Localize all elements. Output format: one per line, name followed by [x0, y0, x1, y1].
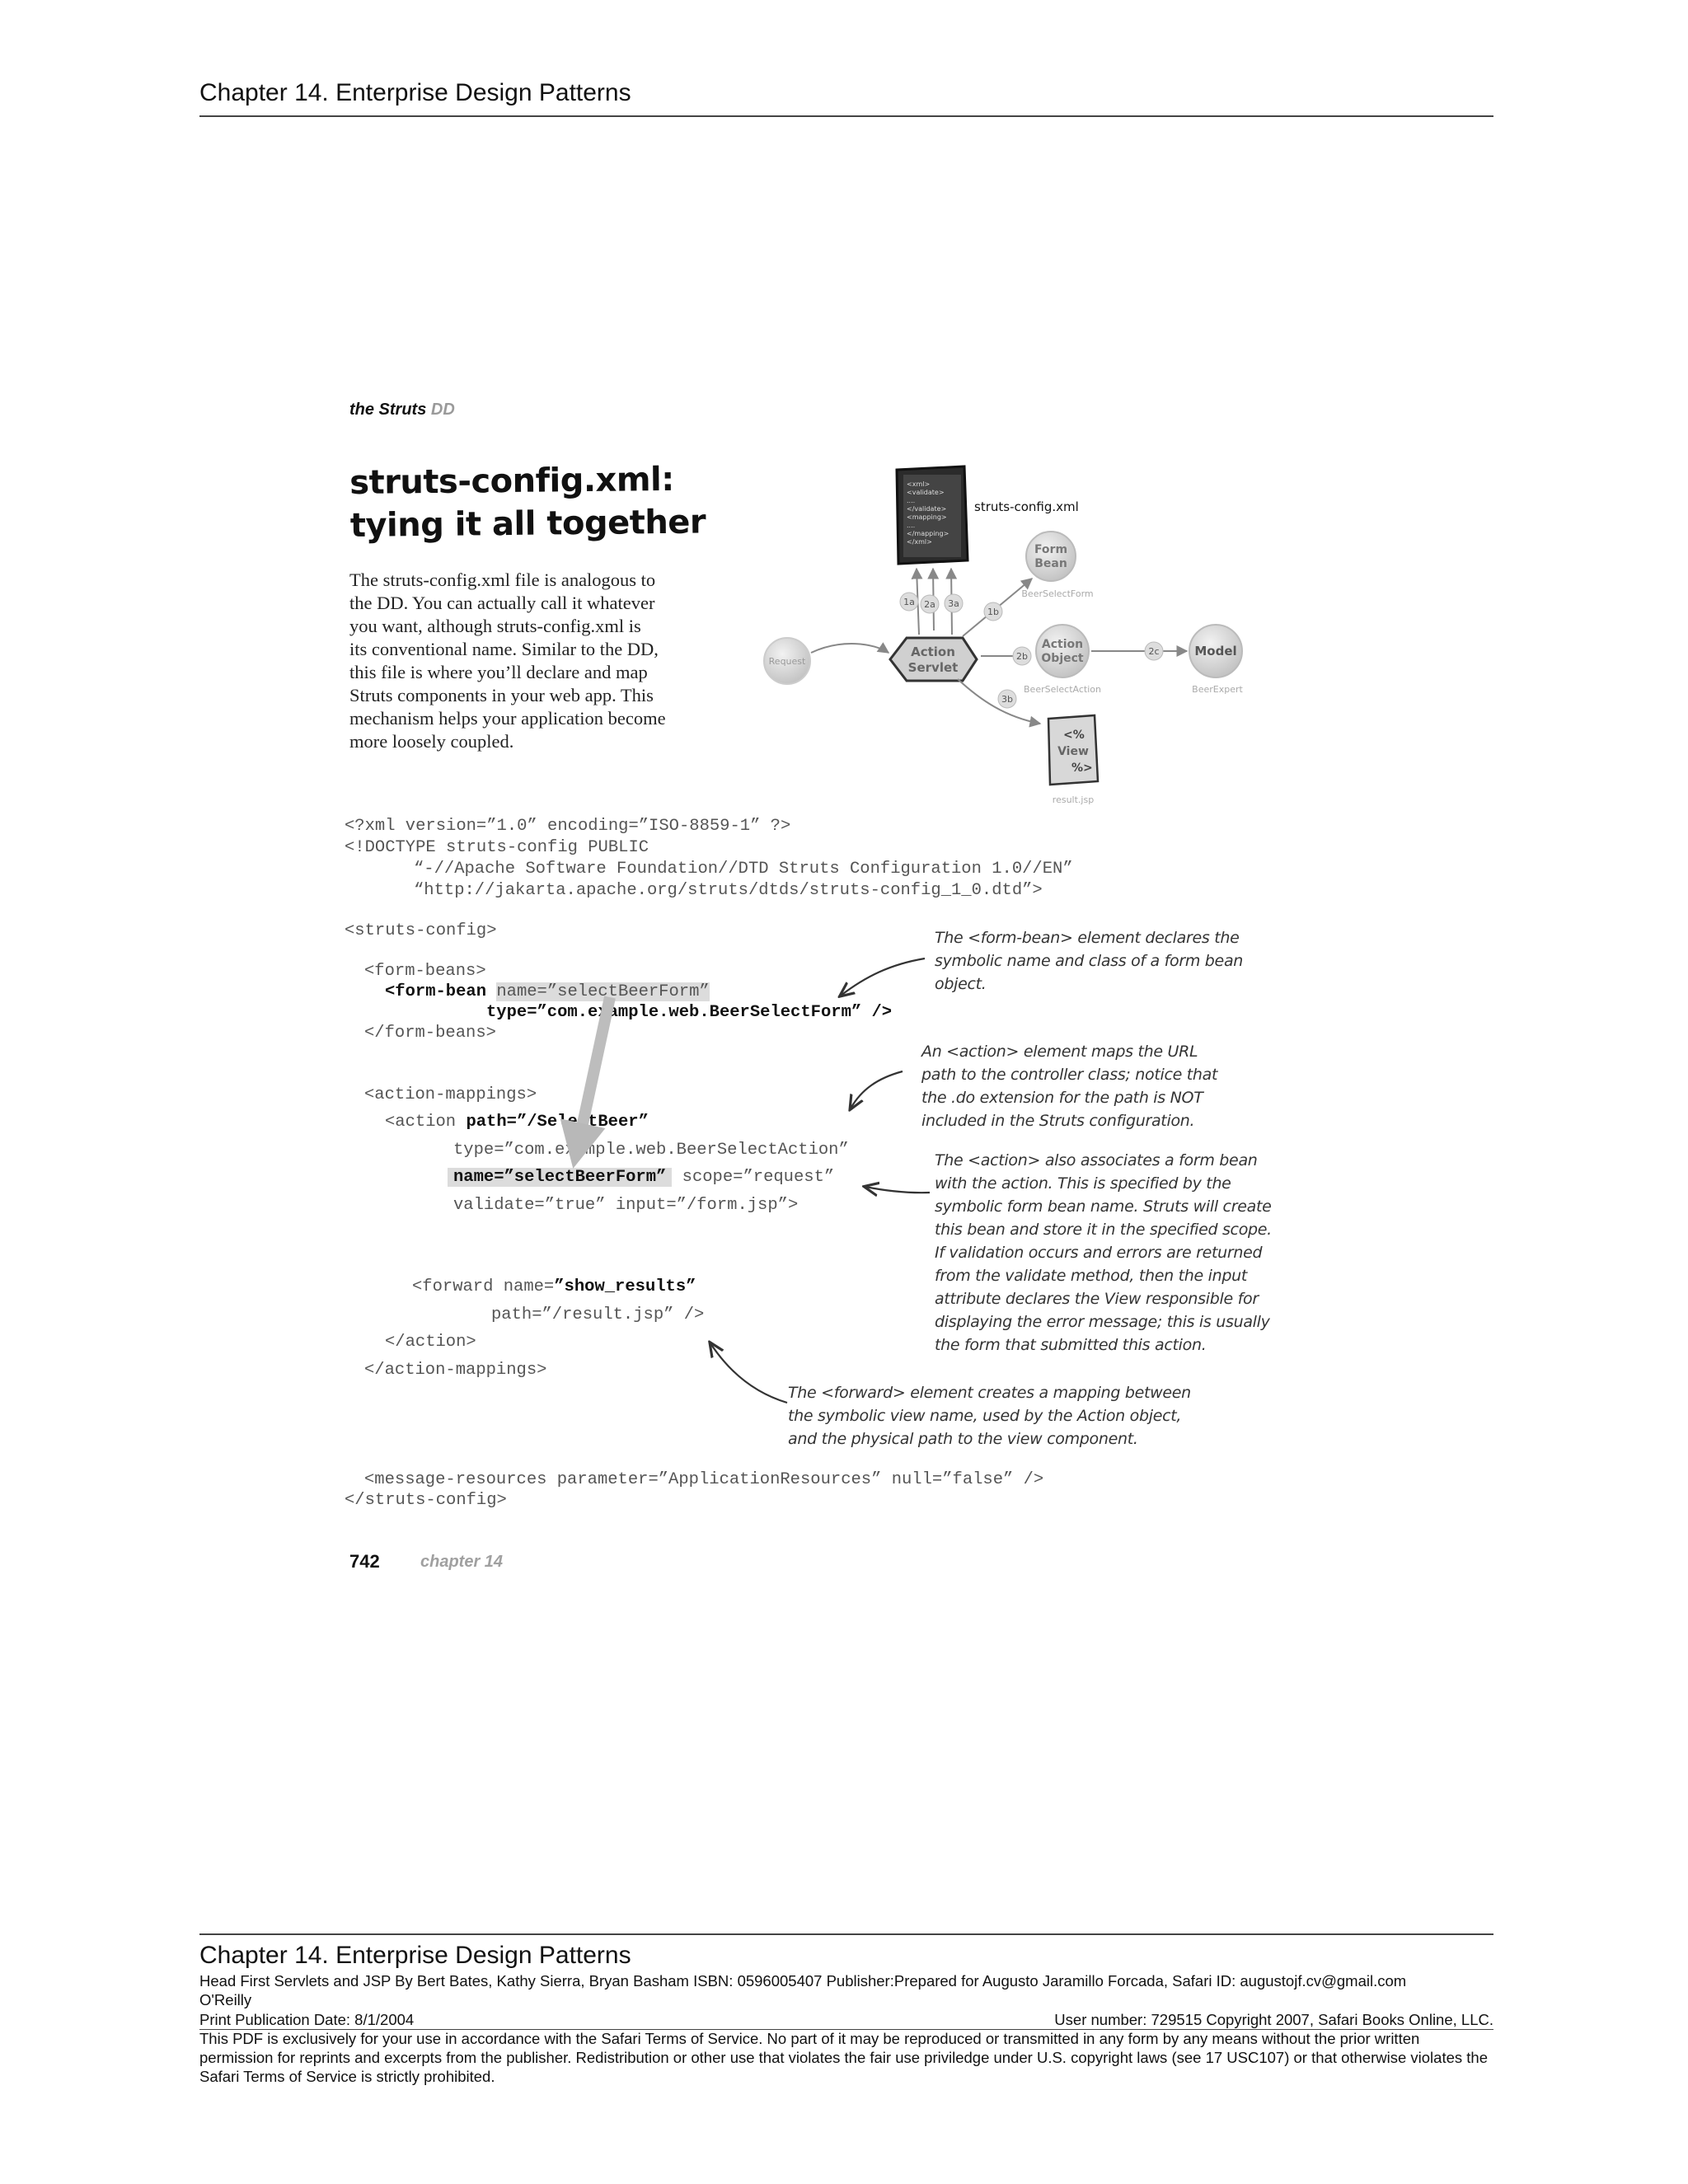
form-bean-caption: BeerSelectForm [1021, 588, 1094, 599]
doc-line: </validate> [907, 505, 947, 513]
intro-line: the DD. You can actually call it whatever [349, 593, 655, 613]
annotation-line: this bean and store it in the specified scope. [935, 1221, 1272, 1239]
model-caption: BeerExpert [1192, 684, 1243, 695]
code-open-form-beans: <form-beans> [364, 962, 486, 981]
annotation-line: path to the controller class; notice that [921, 1066, 1218, 1084]
doc-line: <xml> [907, 480, 931, 488]
code-forward-tag: <forward name= [412, 1277, 555, 1296]
annotation-line: displaying the error message; this is usually [935, 1313, 1270, 1331]
code-action-name: name=”selectBeerForm” [448, 1168, 672, 1187]
annotation-line: and the physical path to the view component. [788, 1430, 1138, 1448]
servlet-label: Servlet [907, 660, 959, 675]
intro-line: mechanism helps your application become [349, 708, 666, 729]
code-action-validate: validate=”true” input=”/form.jsp”> [453, 1196, 799, 1215]
code-close-form-beans: </form-beans> [364, 1024, 496, 1043]
doc-line: .... [907, 522, 916, 529]
form-bean-label: Form [1034, 543, 1068, 556]
view-label: %> [1071, 762, 1093, 775]
code-form-bean-line [385, 982, 710, 1003]
annotation-line: The <forward> element creates a mapping between [788, 1384, 1191, 1402]
code-doctype-public-id: “-//Apache Software Foundation//DTD Struts Configuration 1.0//EN” [414, 860, 1073, 879]
annotation-line: If validation occurs and errors are returned [935, 1244, 1263, 1262]
forward-note-arrow [710, 1343, 787, 1403]
annotation-line: object. [935, 975, 987, 993]
annotation-line: attribute declares the View responsible for [935, 1290, 1259, 1308]
intro-paragraph [349, 569, 724, 753]
intro-line: this file is where you’ll declare and map [349, 662, 648, 682]
code-form-bean-name: name=”selectBeerForm” [496, 982, 710, 1001]
doc-line: </xml> [907, 538, 932, 546]
action-object-node [1036, 625, 1089, 677]
code-form-bean-type [486, 1002, 892, 1024]
code-action-tag: <action [385, 1113, 457, 1132]
annotation-line: The <form-bean> element declares the [935, 929, 1240, 947]
intro-line: its conventional name. Similar to the DD, [349, 639, 659, 659]
step-label: 3b [1001, 694, 1013, 705]
step-label: 2b [1016, 651, 1028, 662]
section-label-main: the Struts [349, 401, 427, 419]
step-label: 2a [924, 599, 935, 610]
view-caption: result.jsp [1052, 794, 1095, 805]
action-object-caption: BeerSelectAction [1024, 684, 1101, 695]
code-xml-decl: <?xml version=”1.0” encoding=”ISO-8859-1” ?> [345, 817, 791, 836]
intro-line: more loosely coupled. [349, 731, 514, 752]
section-label-suffix: DD [430, 401, 455, 419]
code-open-struts-config: <struts-config> [345, 921, 497, 940]
headline-line-2: tying it all together [349, 503, 706, 545]
doc-line: <mapping> [907, 513, 947, 521]
view-label: View [1057, 745, 1089, 758]
doc-line: </mapping> [907, 530, 950, 537]
page-chapter-label: chapter 14 [420, 1553, 504, 1571]
step-label: 1a [903, 597, 915, 607]
code-action-type: type=”com.example.web.BeerSelectAction” [453, 1141, 849, 1160]
code-forward-path: path=”/result.jsp” /> [491, 1305, 705, 1324]
annotation-line: The <action> also associates a form bean [935, 1151, 1258, 1169]
form-bean-annotation [935, 926, 1243, 996]
annotation-line: symbolic name and class of a form bean [935, 952, 1244, 970]
annotation-line: the form that submitted this action. [935, 1336, 1207, 1354]
annotation-line: the .do extension for the path is NOT [921, 1089, 1203, 1107]
servlet-label: Action [911, 644, 955, 659]
footer-chapter-title: Chapter 14. Enterprise Design Patterns [199, 1942, 631, 1969]
model-label: Model [1194, 644, 1237, 658]
code-close-struts-config: </struts-config> [345, 1491, 507, 1510]
form-bean-note-arrow [841, 958, 925, 996]
intro-line: you want, although struts-config.xml is [349, 616, 641, 636]
annotation-line: with the action. This is specified by the [935, 1174, 1231, 1193]
footer-publisher: O'Reilly [199, 1991, 252, 2008]
section-label [349, 401, 455, 419]
action-form-annotation [935, 1149, 1272, 1357]
headline-line-1: struts-config.xml: [349, 460, 674, 502]
config-file-label: struts-config.xml [974, 499, 1079, 514]
code-message-resources: <message-resources parameter=”ApplicationResources” null=”false” /> [364, 1470, 1044, 1489]
footer-book-line: Head First Servlets and JSP By Bert Bates, Kathy Sierra, Bryan Basham ISBN: 0596005407 Publisher:Prepared for Augusto Jaramillo Forcada, Safari ID: augustojf.cv@gmail.com [199, 1972, 1407, 1990]
annotation-line: An <action> element maps the URL [921, 1043, 1198, 1061]
footer-user-line: User number: 729515 Copyright 2007, Safari Books Online, LLC. [1054, 2011, 1493, 2028]
code-close-action-mappings: </action-mappings> [364, 1361, 547, 1380]
forward-annotation [788, 1381, 1191, 1451]
page-headline [349, 457, 706, 547]
form-bean-node [1026, 532, 1076, 581]
annotation-line: symbolic form bean name. Struts will create [935, 1197, 1272, 1216]
code-close-action: </action> [385, 1333, 476, 1352]
step-label: 2c [1148, 646, 1160, 657]
footer-rule [199, 1933, 1493, 1935]
step-label: 1b [987, 607, 999, 617]
footer-notice: This PDF is exclusively for your use in accordance with the Safari Terms of Service. No part of it may be reproduced or transmitted in any form by any means without the prior written permission for reprints and excerpts from the publisher. Redistribution or other use that violates the fair use priviledge under U.S. copyright laws (see 17 USC107) or that otherwise violates the Safari Terms of Service is strictly prohibited. [199, 2030, 1488, 2085]
code-doctype-url: “http://jakarta.apache.org/struts/dtds/struts-config_1_0.dtd”> [414, 881, 1043, 900]
form-bean-label: Bean [1034, 557, 1067, 570]
running-header-chapter-title: Chapter 14. Enterprise Design Patterns [199, 79, 631, 106]
annotation-line: included in the Struts configuration. [921, 1112, 1195, 1130]
header-rule [199, 115, 1493, 117]
action-annotation [921, 1040, 1217, 1132]
code-action-name-line [448, 1167, 834, 1188]
code-form-bean-tag: <form-bean [385, 982, 487, 1001]
footer-pub-date: Print Publication Date: 8/1/2004 [199, 2011, 415, 2028]
intro-line: Struts components in your web app. This [349, 685, 654, 705]
step-label: 3a [948, 598, 959, 609]
action-object-label: Action [1041, 638, 1084, 651]
intro-line: The struts-config.xml file is analogous to [349, 569, 656, 590]
code-action-path: path=”/SelectBeer” [466, 1113, 649, 1132]
action-object-label: Object [1041, 652, 1084, 665]
doc-line: <validate> [907, 489, 945, 496]
code-form-bean-type-text: type=”com.example.web.BeerSelectForm” /> [486, 1003, 893, 1022]
arrow-request [811, 644, 889, 653]
doc-line: .... [907, 497, 916, 504]
request-label: Request [768, 656, 806, 667]
struts-diagram [742, 453, 1278, 816]
code-forward-line [412, 1277, 696, 1298]
code-action-line [385, 1112, 649, 1133]
code-doctype: <!DOCTYPE struts-config PUBLIC [345, 838, 649, 857]
action-form-note-arrow [865, 1187, 930, 1193]
view-label: <% [1063, 729, 1085, 742]
page-number: 742 [349, 1551, 380, 1572]
annotation-line: from the validate method, then the input [935, 1267, 1248, 1285]
action-note-arrow [851, 1071, 903, 1108]
code-action-scope: scope=”request” [682, 1168, 835, 1187]
annotation-line: the symbolic view name, used by the Action object, [788, 1407, 1182, 1425]
code-open-action-mappings: <action-mappings> [364, 1085, 537, 1104]
code-forward-name: ”show_results” [554, 1277, 696, 1296]
config-document-icon [897, 466, 968, 564]
